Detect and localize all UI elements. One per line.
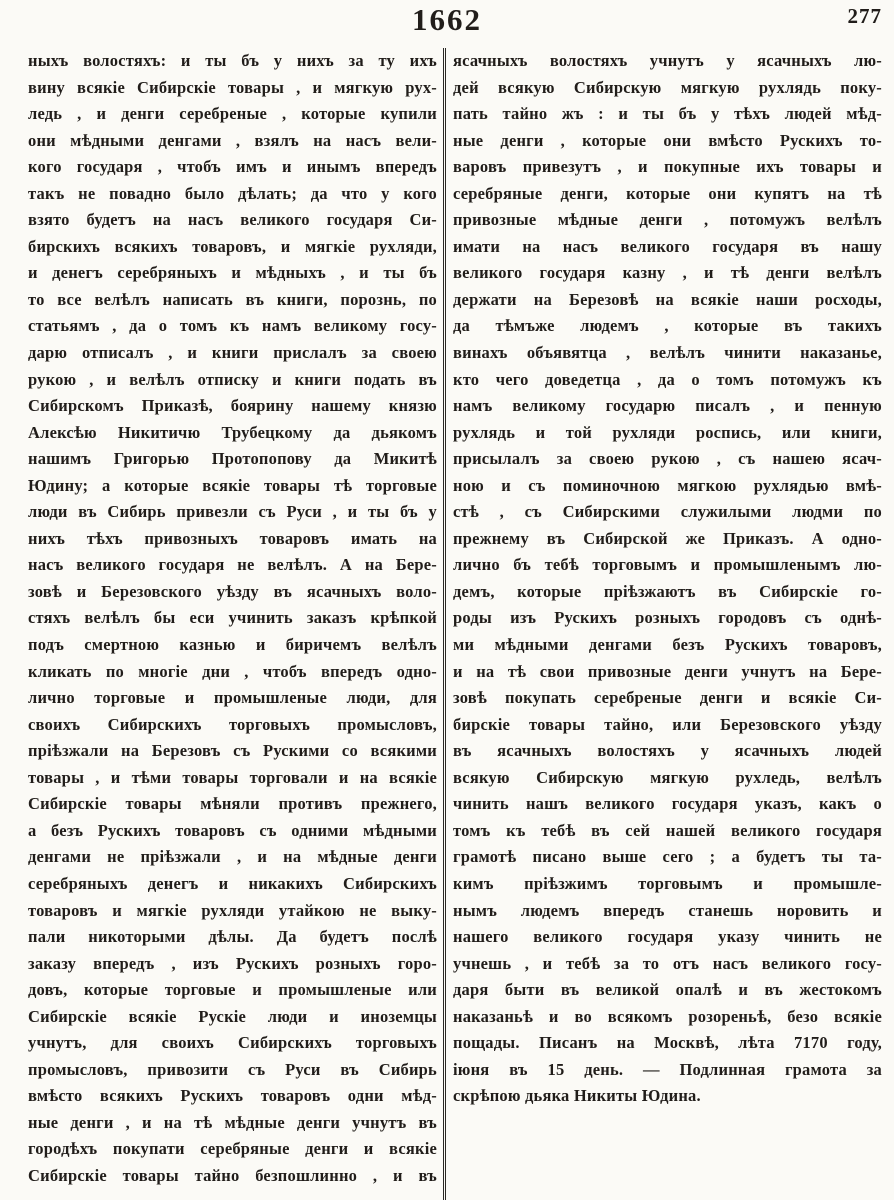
left-column [28,48,437,1200]
text-line: наказаньѣ и во всякомъ розореньѣ, безо всякіе [453,1006,882,1026]
text-line: роды изъ Рускихъ розныхъ городовъ съ однѣ- [453,608,882,628]
text-line: Сибирскомъ Приказѣ, боярину нашему князю [28,396,437,416]
text-line: Алексѣю Никитичю Трубецкому да дьякомъ [28,422,437,442]
text-line: товаровъ и мягкіе рухляди утайкою не выку- [28,900,437,920]
column-divider-rule [443,48,446,1200]
text-line: Сибирскіе всякіе Рускіе люди и иноземцы [28,1006,437,1026]
text-line: дарю отписалъ , и книги прислалъ за своею [28,343,437,363]
text-line: грамотѣ писано выше сего ; а будетъ ты та- [453,847,882,867]
text-line: денгами не пріѣзжали , и на мѣдные денги [28,847,437,867]
text-line: пріѣзжали на Березовъ съ Рускими со всякими [28,741,437,761]
text-line: имати на насъ великого государя въ нашу [453,236,882,256]
text-line: кто чего доведетца , да о томъ потомужъ къ [453,369,882,389]
text-line: довъ, которые торговые и промышленые или [28,980,437,1000]
text-line: такъ не повадно было дѣлать; да что у кого [28,183,437,203]
text-line: ною и съ поминочною мягкою рухлядью вмѣ- [453,475,882,495]
text-line: варовъ привезутъ , и покупные ихъ товары и [453,157,882,177]
text-line: и денегъ серебряныхъ и мѣдныхъ , и ты бъ [28,263,437,283]
text-line: въ ясачныхъ волостяхъ у ясачныхъ людей [453,741,882,761]
text-line: рухлядь и той рухляди роспись, или книги, [453,422,882,442]
text-line: и на тѣ свои привозные денги учнутъ на Бере- [453,661,882,681]
text-line: учнешь , и тебѣ за то отъ насъ великого госу- [453,953,882,973]
text-line: томъ къ тебѣ въ сей нашей великого государя [453,820,882,840]
text-line: пощады. Писанъ на Москвѣ, лѣта 7170 году, [453,1033,882,1053]
text-line: городѣхъ покупати серебряные денги и всякіе [28,1139,437,1159]
text-line: статьямъ , да о томъ къ намъ великому госу- [28,316,437,336]
text-line: держати на Березовѣ на всякіе наши росходы, [453,289,882,309]
text-line: серебряные денги, которые они купятъ на тѣ [453,183,882,203]
text-line: зовѣ покупать серебреные денги и всякіе Си- [453,688,882,708]
text-line: кимъ пріѣзжимъ торговымъ и промышле- [453,873,882,893]
text-line: Сибирскіе товары мѣняли противъ прежнего, [28,794,437,814]
text-line: скрѣпою дьяка Никиты Юдина. [453,1086,701,1106]
text-line: ныхъ волостяхъ: и ты бъ у нихъ за ту ихъ [28,51,437,70]
year-heading: 1662 [412,2,482,37]
text-line: стяхъ велѣлъ бы еси учинить заказъ крѣпкой [28,608,437,628]
text-line: рукою , и велѣлъ отписку и книги подать въ [28,369,437,389]
text-line: нашего великого государя указу чинить не [453,927,882,947]
text-line: нымъ людемъ впередъ станешь норовить и [453,900,882,920]
text-line: намъ великому государю писалъ , и пенную [453,396,882,416]
text-line: ные денги , и на тѣ мѣдные денги учнутъ въ [28,1112,437,1132]
text-line: чинить нашъ великого государя указъ, какъ о [453,794,882,814]
text-line: всякую Сибирскую мягкую рухледь, велѣлъ [453,767,882,787]
text-line: взято будетъ на насъ великого государя Си- [28,210,437,230]
text-line: бирскіе товары тайно, или Березовского уѣзду [453,714,882,734]
text-line: пать тайно жъ : и ты бъ у тѣхъ людей мѣд- [453,104,882,124]
text-line: своихъ Сибирскихъ торговыхъ промысловъ, [28,714,437,734]
text-line: люди въ Сибирь привезли съ Руси , и ты бъ у [28,502,437,522]
text-line: заказу впередъ , изъ Рускихъ розныхъ горо- [28,953,437,973]
text-line: кого государя , чтобъ имъ и инымъ впередъ [28,157,437,177]
text-line: насъ великого государя не велѣлъ. А на Бере- [28,555,437,575]
text-line: демъ, которые пріѣзжаютъ въ Сибирскіе го- [453,581,882,601]
text-line: промысловъ, привозити съ Руси въ Сибирь [28,1059,437,1079]
text-line: учнутъ, для своихъ Сибирскихъ торговыхъ [28,1033,437,1053]
text-line: ясачныхъ волостяхъ учнутъ у ясачныхъ лю- [453,51,882,70]
text-line: они мѣдными денгами , взялъ на насъ вели- [28,130,437,150]
text-line: прежнему въ Сибирской же Приказъ. А одно- [453,528,882,548]
text-line: даря быти въ великой опалѣ и въ жестокомъ [453,980,882,1000]
text-line: винахъ объявятца , велѣлъ чинити наказанье, [453,343,882,363]
text-line: ные денги , которые они вмѣсто Рускихъ то- [453,130,882,150]
text-line: іюня въ 15 день. — Подлинная грамота за [453,1059,882,1079]
text-line: нашимъ Григорью Протопопову да Микитѣ [28,449,437,469]
text-line: Юдину; а которые всякіе товары тѣ торговые [28,475,437,495]
text-line: пали никоторыми дѣлы. Да будетъ послѣ [28,927,437,947]
text-line: товары , и тѣми товары торговали и на всякіе [28,767,437,787]
page-body [28,48,882,1200]
text-line: привозные мѣдные денги , потомужъ велѣлъ [453,210,882,230]
text-line: бирскихъ всякихъ товаровъ, и мягкіе рухляди, [28,236,437,256]
text-line: дей всякую Сибирскую мягкую рухлядь поку- [453,77,882,97]
text-line: ледь , и денги серебреные , которые купили [28,104,437,124]
right-column [453,48,882,1200]
text-line: великого государя казну , и тѣ денги велѣлъ [453,263,882,283]
text-line: да тѣмъже людемъ , которые въ такихъ [453,316,882,336]
page-header [0,0,894,46]
text-line: вмѣсто всякихъ Рускихъ товаровъ одни мѣд- [28,1086,437,1106]
text-line: а безъ Рускихъ товаровъ съ одними мѣдными [28,820,437,840]
text-line: серебряныхъ денегъ и никакихъ Сибирскихъ [28,873,437,893]
text-line: кликать по многіе дни , чтобъ впередъ одно- [28,661,437,681]
text-line: лично бъ тебѣ торговымъ и промышленымъ лю- [453,555,882,575]
text-line: присылалъ за своею рукою , съ нашею ясач- [453,449,882,469]
text-line: зовѣ и Березовского уѣзду въ ясачныхъ воло- [28,581,437,601]
text-line: вину всякіе Сибирскіе товары , и мягкую рух- [28,77,437,97]
text-line: Сибирскіе товары тайно безпошлинно , и въ [28,1165,437,1185]
text-line: ми мѣдными денгами безъ Рускихъ товаровъ, [453,635,882,655]
text-line: лично торговые и промышленые люди, для [28,688,437,708]
text-line: то все велѣлъ написать въ книги, порознь, по [28,289,437,309]
text-line: стѣ , съ Сибирскими служилыми людми по [453,502,882,522]
text-line: нихъ тѣхъ привозныхъ товаровъ имать на [28,528,437,548]
text-line: подъ смертною казнью и биричемъ велѣлъ [28,635,437,655]
page-number: 277 [847,4,882,28]
